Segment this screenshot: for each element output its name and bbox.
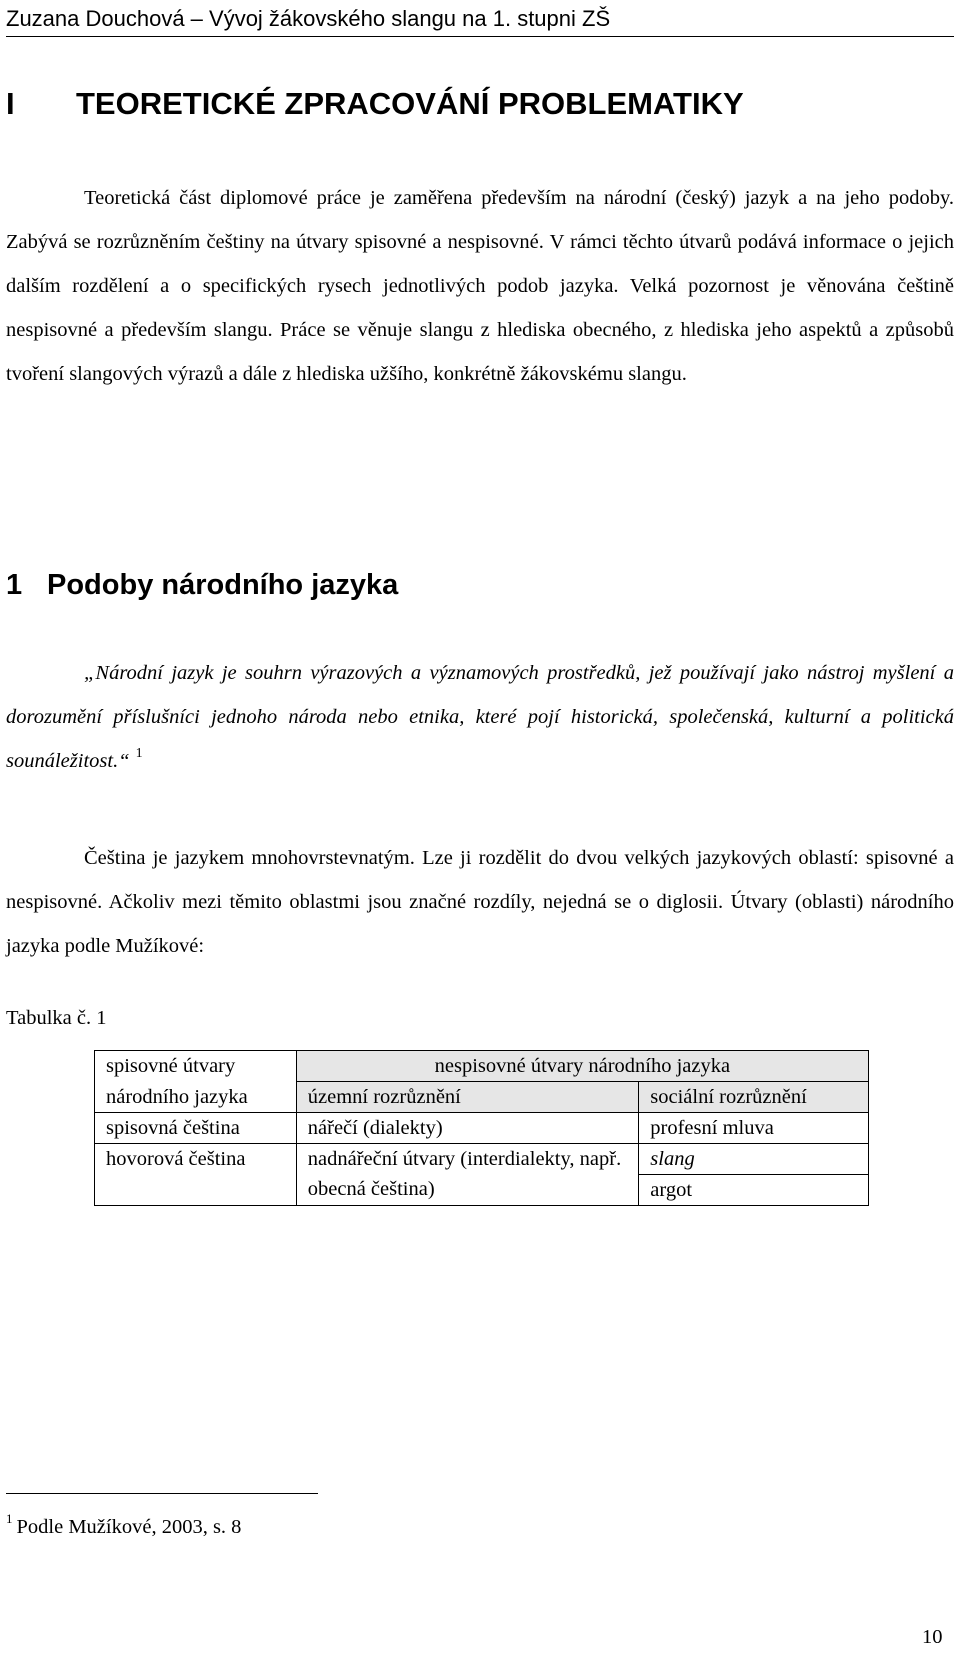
table-cell: profesní mluva <box>639 1113 869 1144</box>
chapter-number: I <box>6 86 15 121</box>
running-header: Zuzana Douchová – Vývoj žákovského slangu na 1. stupni ZŠ <box>6 2 954 37</box>
slang-label: slang <box>650 1148 695 1170</box>
footnote-separator <box>6 1493 318 1494</box>
footnote-number: 1 <box>6 1511 13 1526</box>
table-row <box>95 1144 869 1206</box>
table-cell: spisovné útvary <box>95 1051 297 1082</box>
footnote-text: Podle Mužíkové, 2003, s. 8 <box>16 1516 242 1538</box>
levels-paragraph: Čeština je jazykem mnohovrstevnatým. Lze ji rozdělit do dvou velkých jazykových oblastí: spisovné a nespisovné. Ačkoliv mezi těmito oblastmi jsou značné rozdíly, nejedná se o diglosii. Útvary (oblasti) národního jazyka podle Mužíkové: <box>6 847 954 957</box>
quote-text: „Národní jazyk je souhrn výrazových a významových prostředků, jež používají jako nástroj myšlení a dorozumění příslušníci jednoho národa nebo etnika, které pojí historická, společenská, kulturní a politická sounáležitost.“ <box>6 662 954 772</box>
table-cell: nespisovné útvary národního jazyka <box>296 1051 868 1082</box>
argot-label: argot <box>650 1179 693 1201</box>
section-heading <box>6 565 398 605</box>
table-cell: nářečí (dialekty) <box>296 1113 639 1144</box>
table-row <box>95 1051 869 1082</box>
section-number: 1 <box>6 569 23 601</box>
table-cell: spisovná čeština <box>95 1113 297 1144</box>
table-caption: Tabulka č. 1 <box>6 1007 107 1029</box>
table-cell: hovorová čeština <box>95 1144 297 1206</box>
table-row <box>95 1113 869 1144</box>
page-number: 10 <box>922 1626 943 1648</box>
table-cell: nadnářeční útvary (interdialekty, např. obecná čeština) <box>296 1144 639 1206</box>
table-cell: územní rozrůznění <box>296 1082 639 1113</box>
table-cell: národního jazyka <box>95 1082 297 1113</box>
table-cell: sociální rozrůznění <box>639 1082 869 1113</box>
chapter-title: TEORETICKÉ ZPRACOVÁNÍ PROBLEMATIKY <box>76 86 744 121</box>
chapter-heading <box>6 84 744 124</box>
footnote-reference[interactable]: 1 <box>135 746 143 761</box>
language-forms-table <box>94 1050 869 1206</box>
section-title: Podoby národního jazyka <box>47 569 399 601</box>
footnote <box>6 1512 241 1542</box>
table-row <box>95 1082 869 1113</box>
table-cell <box>639 1144 869 1206</box>
definition-quote <box>6 651 954 783</box>
intro-paragraph: Teoretická část diplomové práce je zaměřena především na národní (český) jazyk a na jeho podoby. Zabývá se rozrůzněním češtiny na útvary spisovné a nespisovné. V rámci těchto útvarů podává informace o jejich dalším rozdělení a o specifických rysech jednotlivých podob jazyka. Velká pozornost je věnována češtině nespisovné a především slangu. Práce se věnuje slangu z hlediska obecného, z hlediska jeho aspektů a způsobů tvoření slangových výrazů a dále z hlediska užšího, konkrétně žákovskému slangu. <box>6 187 954 385</box>
